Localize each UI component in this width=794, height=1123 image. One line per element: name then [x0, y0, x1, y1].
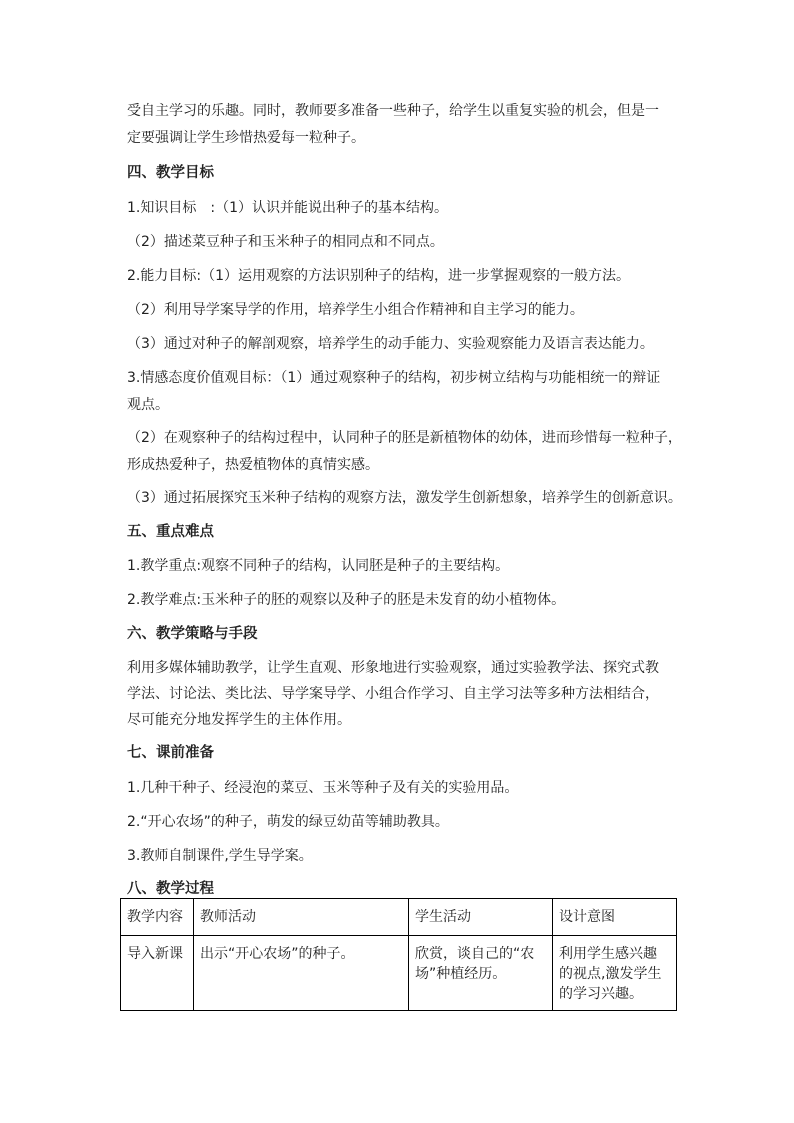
emotion-goal-1-cont: 观点。 [127, 397, 169, 413]
intro-line-2: 定要强调让学生珍惜热爱每一粒种子。 [127, 130, 365, 146]
ability-goal-3: （3）通过对种子的解剖观察，培养学生的动手能力、实验观察能力及语言表达能力。 [127, 336, 654, 352]
emotion-goal-2-cont: 形成热爱种子，热爱植物体的真情实感。 [127, 457, 379, 473]
preparation-item-2: 2.“开心农场”的种子，萌发的绿豆幼苗等辅助教具。 [127, 814, 449, 830]
difficult-point: 2.教学难点:玉米种子的胚的观察以及种子的胚是未发育的幼小植物体。 [127, 592, 566, 608]
header-design-intent: 设计意图 [553, 899, 677, 936]
strategy-line-3: 尽可能充分地发挥学生的主体作用。 [127, 712, 351, 728]
header-content: 教学内容 [121, 899, 194, 936]
intro-line-1: 受自主学习的乐趣。同时，教师要多准备一些种子，给学生以重复实验的机会，但是一 [127, 103, 659, 119]
emotion-goal-1: 3.情感态度价值观目标：（1）通过观察种子的结构，初步树立结构与功能相统一的辩证 [127, 370, 661, 386]
section-heading-objectives: 四、教学目标 [127, 165, 214, 181]
knowledge-goal-2: （2）描述菜豆种子和玉米种子的相同点和不同点。 [127, 234, 444, 250]
table-row [121, 936, 677, 1011]
emotion-goal-3: （3）通过拓展探究玉米种子结构的观察方法，激发学生创新想象，培养学生的创新意识。 [127, 490, 682, 506]
section-heading-process: 八、教学过程 [127, 881, 214, 897]
ability-goal-1: 2.能力目标:（1）运用观察的方法识别种子的结构，进一步掌握观察的一般方法。 [127, 268, 630, 284]
cell-design-intent: 利用学生感兴趣的视点,激发学生的学习兴趣。 [553, 936, 677, 1011]
section-heading-strategy: 六、教学策略与手段 [127, 626, 258, 642]
section-heading-key-points: 五、重点难点 [127, 524, 214, 540]
cell-teacher-activity: 出示“开心农场”的种子。 [194, 936, 409, 1011]
section-heading-preparation: 七、课前准备 [127, 745, 214, 761]
cell-content: 导入新课 [121, 936, 194, 1011]
ability-goal-2: （2）利用导学案导学的作用，培养学生小组合作精神和自主学习的能力。 [127, 302, 584, 318]
preparation-item-3: 3.教师自制课件,学生导学案。 [127, 848, 313, 864]
key-point: 1.教学重点:观察不同种子的结构，认同胚是种子的主要结构。 [127, 558, 510, 574]
emotion-goal-2: （2）在观察种子的结构过程中，认同种子的胚是新植物体的幼体，进而珍惜每一粒种子， [127, 430, 682, 446]
strategy-line-1: 利用多媒体辅助教学，让学生直观、形象地进行实验观察，通过实验教学法、探究式教 [127, 660, 659, 676]
preparation-item-1: 1.几种干种子、经浸泡的菜豆、玉米等种子及有关的实验用品。 [127, 780, 519, 796]
strategy-line-2: 学法、讨论法、类比法、导学案导学、小组合作学习、自主学习法等多种方法相结合， [127, 686, 659, 702]
header-teacher-activity: 教师活动 [194, 899, 409, 936]
table-header-row [121, 899, 677, 936]
knowledge-goal-1: 1.知识目标 :（1）认识并能说出种子的基本结构。 [127, 200, 448, 216]
cell-student-activity: 欣赏，谈自己的“农场”种植经历。 [409, 936, 553, 1011]
header-student-activity: 学生活动 [409, 899, 553, 936]
teaching-process-table [120, 898, 677, 1011]
